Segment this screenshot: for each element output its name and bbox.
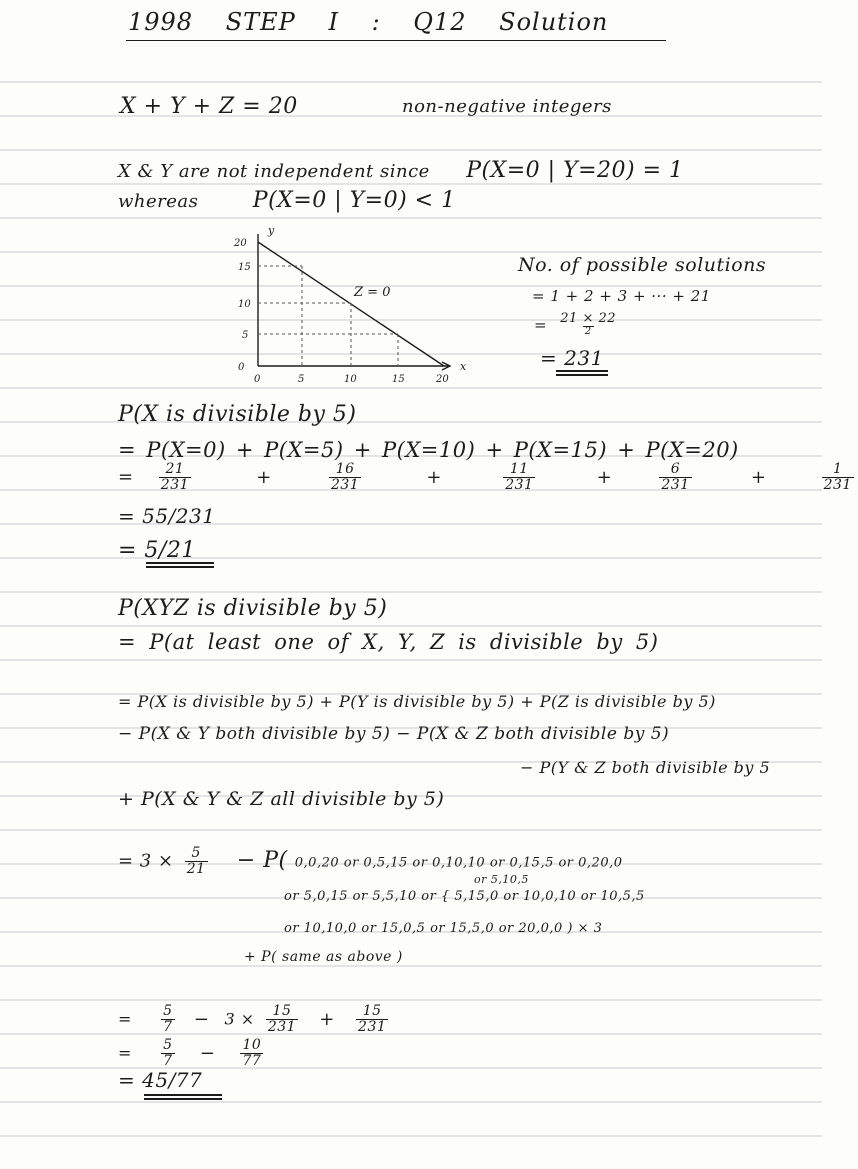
fraction-num: 6	[670, 461, 681, 477]
independence-prob-1: P(X=0 | Y=20) = 1	[466, 158, 684, 183]
calc-1-p: − P(	[236, 847, 288, 873]
plus-sign: +	[596, 466, 613, 488]
solutions-underline	[556, 370, 608, 372]
graph-x-tick: 15	[392, 374, 405, 385]
plus-sign: +	[750, 466, 767, 488]
calc-1-list: 0,0,20 or 0,5,15 or 0,10,10 or 0,15,5 or 0,20,0	[294, 855, 623, 871]
independence-line-2	[118, 190, 456, 212]
fraction-den: 77	[242, 1052, 262, 1069]
part-a-answer: = 5/21	[118, 538, 196, 563]
fraction-den: 7	[163, 1018, 173, 1035]
part-a-heading: P(X is divisible by 5)	[118, 402, 357, 427]
solutions-fraction-den: 2	[584, 325, 592, 337]
independence-line-1	[118, 160, 684, 182]
fraction-den: 231	[160, 476, 190, 493]
part-b-line-3: − P(X & Y both divisible by 5) − P(X & Z both divisible by 5)	[118, 724, 670, 744]
fraction	[266, 1004, 298, 1034]
fraction-num: 21	[165, 461, 185, 477]
independence-prob-2: P(X=0 | Y=0) < 1	[252, 188, 456, 213]
graph-y-tick: 0	[238, 362, 245, 373]
solutions-fraction-num: 21 × 22	[560, 311, 617, 326]
solutions-fraction	[558, 312, 618, 337]
title-underline	[126, 40, 666, 41]
part-a-expansion: = P(X=0) + P(X=5) + P(X=10) + P(X=15) + P(X=20)	[118, 438, 739, 462]
fraction-num: 5	[163, 1003, 173, 1019]
fraction-num: 10	[242, 1037, 262, 1053]
graph-x-tick: 5	[298, 374, 305, 385]
part-a-underline	[146, 562, 214, 564]
final-eq: =	[118, 1009, 132, 1029]
independence-text-2: whereas	[118, 191, 199, 212]
solutions-step-2-eq: =	[534, 316, 548, 335]
final-underline-2	[144, 1098, 222, 1100]
given-note: non-negative integers	[402, 96, 612, 117]
fraction-num: 15	[362, 1003, 382, 1019]
plus-sign: +	[426, 466, 442, 488]
part-b-calc-3: or 10,10,0 or 15,0,5 or 15,5,0 or 20,0,0 ) × 3	[284, 921, 603, 936]
given-equation: X + Y + Z = 20	[120, 94, 298, 119]
fraction	[240, 1038, 263, 1068]
minus-sign: −	[199, 1042, 216, 1064]
graph-x-tick: 20	[436, 374, 449, 385]
graph-y-tick: 20	[234, 238, 247, 249]
final-eq: =	[118, 1043, 132, 1063]
fraction-den: 231	[661, 476, 690, 493]
fraction-num: 16	[335, 461, 355, 477]
fraction-num: 11	[509, 461, 529, 477]
part-a-eq: =	[118, 466, 134, 488]
part-b-line-4: − P(Y & Z both divisible by 5	[520, 758, 771, 777]
times-three: 3 ×	[224, 1009, 255, 1029]
fraction-den: 7	[163, 1052, 173, 1069]
graph-y-tick: 10	[238, 299, 251, 310]
page-title: 1998 STEP I : Q12 Solution	[128, 8, 609, 36]
graph-x-label: x	[460, 360, 467, 373]
graph-line-label: Z = 0	[354, 285, 391, 300]
final-underline	[144, 1094, 222, 1096]
fraction-den: 231	[358, 1018, 387, 1035]
independence-text-1: X & Y are not independent since	[118, 161, 430, 182]
part-b-calc-1	[118, 846, 623, 876]
fraction	[161, 1004, 174, 1034]
fraction-num: 1	[833, 461, 843, 477]
calc-1-fraction	[185, 846, 208, 876]
part-a-underline-2	[146, 566, 214, 568]
fraction	[329, 462, 361, 492]
part-b-line-5: + P(X & Y & Z all divisible by 5)	[118, 788, 445, 810]
fraction-num: 5	[163, 1037, 173, 1053]
minus-sign: −	[193, 1008, 210, 1030]
part-b-line-2: = P(X is divisible by 5) + P(Y is divisible by 5) + P(Z is divisible by 5)	[118, 692, 716, 711]
plus-sign: +	[256, 466, 272, 488]
solutions-step-1: = 1 + 2 + 3 + ··· + 21	[532, 287, 711, 305]
calc-1-note: or 5,10,5	[474, 873, 529, 886]
graph-x-tick: 10	[344, 374, 357, 385]
solution-triangle-graph	[222, 224, 482, 389]
graph-y-tick: 15	[238, 262, 251, 273]
fraction	[159, 462, 191, 492]
graph-y-label: y	[268, 224, 275, 237]
fraction-den: 231	[267, 1018, 297, 1035]
part-b-heading: P(XYZ is divisible by 5)	[118, 596, 388, 621]
final-answer: = 45/77	[118, 1068, 203, 1092]
calc-1-prefix: = 3 ×	[118, 850, 174, 872]
plus-sign: +	[319, 1008, 335, 1030]
solutions-underline-2	[556, 374, 608, 376]
fraction	[503, 462, 535, 492]
part-a-fractions	[118, 462, 858, 492]
graph-y-tick: 5	[242, 330, 249, 341]
part-b-calc-4: + P( same as above )	[244, 949, 403, 965]
fraction	[356, 1004, 388, 1034]
part-b-calc-2: or 5,0,15 or 5,5,10 or { 5,15,0 or 10,0,10 or 10,5,5	[284, 889, 645, 904]
fraction	[161, 1038, 174, 1068]
solutions-heading: No. of possible solutions	[518, 254, 767, 276]
fraction	[822, 462, 854, 492]
part-a-sum: = 55/231	[118, 504, 216, 528]
fraction-den: 231	[330, 476, 360, 493]
solutions-step-2	[534, 312, 622, 337]
final-line-2	[118, 1038, 267, 1068]
fraction-den: 21	[186, 860, 206, 877]
final-line-1	[118, 1004, 392, 1034]
fraction-num: 5	[191, 845, 201, 861]
fraction-num: 15	[272, 1003, 292, 1019]
graph-x-tick: 0	[254, 374, 261, 385]
fraction-den: 231	[505, 476, 534, 493]
fraction	[659, 462, 691, 492]
part-b-line-1: = P(at least one of X, Y, Z is divisible by 5)	[118, 630, 659, 654]
fraction-den: 231	[823, 476, 852, 493]
solutions-total: = 231	[540, 346, 604, 370]
